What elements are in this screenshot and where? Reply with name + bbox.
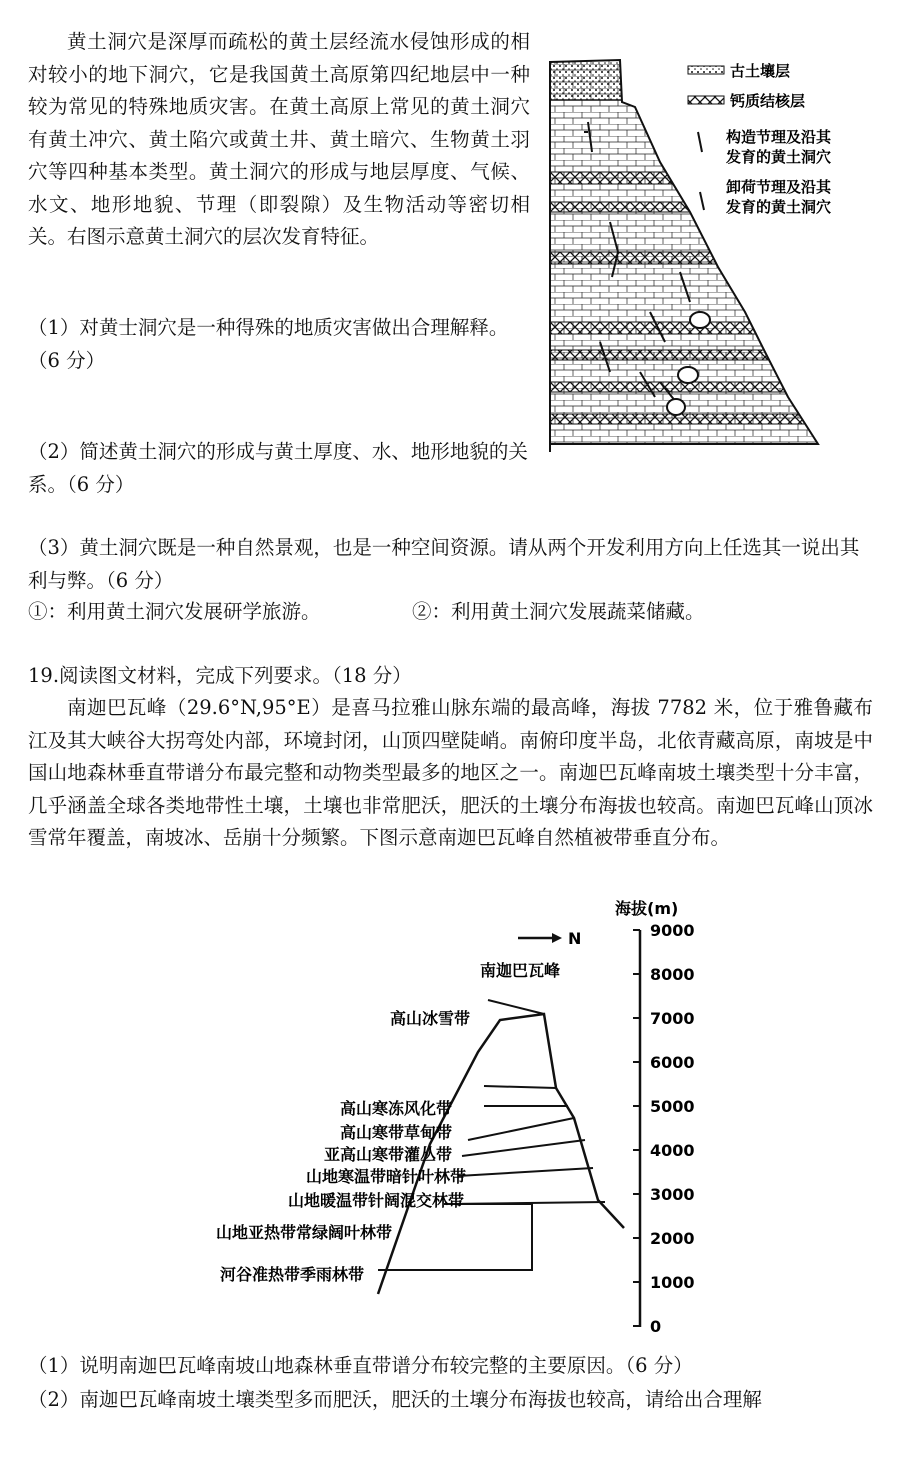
- tectonic-joint-symbol: [698, 132, 702, 152]
- question-19-2: （2）南迦巴瓦峰南坡土壤类型多而肥沃，肥沃的土壤分布海拔也较高，请给出合理解: [28, 1388, 762, 1411]
- question-19-header: 19.阅读图文材料，完成下列要求。（18 分）: [28, 664, 412, 687]
- belt-label-subalpine-shrub: 亚高山寒带灌丛带: [324, 1145, 453, 1164]
- option-2: ②：利用黄土洞穴发展蔬菜储藏。: [412, 600, 705, 623]
- tick-8000: 8000: [650, 965, 695, 984]
- tick-1000: 1000: [650, 1273, 695, 1292]
- unloading-joint-symbol: [700, 192, 704, 210]
- tick-6000: 6000: [650, 1053, 695, 1072]
- belt-label-frost-weathering: 高山寒冻风化带: [340, 1099, 453, 1118]
- tick-5000: 5000: [650, 1097, 695, 1116]
- legend-ancient-soil: 古土壤层: [730, 62, 791, 80]
- belt-label-alpine-meadow: 高山寒带草甸带: [340, 1123, 453, 1142]
- tick-4000: 4000: [650, 1141, 695, 1160]
- belt-label-mixed-forest: 山地暖温带针阔混交林带: [288, 1191, 465, 1210]
- belt-label-monsoon-rainforest: 河谷准热带季雨林带: [220, 1265, 365, 1284]
- ancient-soil-swatch: [688, 66, 724, 74]
- peak-name: 南迦巴瓦峰: [480, 961, 561, 980]
- cave-legend: [688, 62, 832, 216]
- tick-7000: 7000: [650, 1009, 695, 1028]
- question-1-2: （2）简述黄土洞穴的形成与黄土厚度、水、地形地貌的关系。（6 分）: [28, 440, 528, 496]
- question-1-1: （1）对黄士洞穴是一种得殊的地质灾害做出合理解释。（6 分）: [28, 316, 509, 372]
- belt-label-ice-snow: 高山冰雪带: [390, 1009, 471, 1028]
- question-1-3: （3）黄土洞穴既是一种自然景观，也是一种空间资源。请从两个开发利用方向上任选其一说出其利与弊。（6 分）: [28, 536, 860, 592]
- tick-3000: 3000: [650, 1185, 695, 1204]
- north-label: N: [568, 929, 582, 948]
- legend-unloading-1: 卸荷节理及沿其: [726, 178, 832, 196]
- north-arrow: [518, 929, 581, 948]
- tick-9000: 9000: [650, 921, 695, 940]
- legend-tectonic-2: 发育的黄土洞穴: [726, 148, 832, 166]
- tick-0: 0: [650, 1317, 662, 1336]
- legend-unloading-2: 发育的黄土洞穴: [726, 198, 832, 216]
- calcium-layer-swatch: [688, 96, 724, 104]
- belt-label-evergreen-broadleaf: 山地亚热带常绿阔叶林带: [216, 1223, 393, 1242]
- axis-title: 海拔(m): [615, 899, 679, 918]
- loess-cave-diagram: [540, 52, 880, 462]
- tick-2000: 2000: [650, 1229, 695, 1248]
- option-1: ①：利用黄土洞穴发展研学旅游。: [28, 600, 321, 623]
- question-19-1: （1）说明南迦巴瓦峰南坡山地森林垂直带谱分布较完整的主要原因。（6 分）: [28, 1354, 693, 1377]
- vegetation-belt-chart: [200, 892, 720, 1342]
- legend-calcium-layer: 钙质结核层: [730, 92, 806, 110]
- namcha-barwa-intro: 南迦巴瓦峰（29.6°N,95°E）是喜马拉雅山脉东端的最高峰，海拔 7782 米，位于雅鲁藏布江及其大峡谷大拐弯处内部，环境封闭，山顶四壁陡峭。南俯印度半岛，北依青藏高原，南坡是中国山地森林垂直带谱分布最完整和动物类型最多的地区之一。南迦巴瓦峰南坡土壤类型十分丰富，几乎涵盖全球各类地带性土壤，土壤也非常肥沃，肥沃的土壤分布海拔也较高。南迦巴瓦峰山顶冰雪常年覆盖，南坡冰、岳崩十分频繁。下图示意南迦巴瓦峰自然植被带垂直分布。: [28, 696, 873, 849]
- loess-cave-intro: 黄土洞穴是深厚而疏松的黄土层经流水侵蚀形成的相对较小的地下洞穴，它是我国黄土高原第四纪地层中一种较为常见的特殊地质灾害。在黄土高原上常见的黄土洞穴有黄土冲穴、黄土陷穴或黄土井、黄土暗穴、生物黄土羽穴等四种基本类型。黄土洞穴的形成与地层厚度、气候、水文、地形地貌、节理（即裂隙）及生物活动等密切相关。右图示意黄土洞穴的层次发育特征。: [28, 30, 530, 248]
- cliff-profile: [550, 60, 820, 452]
- belt-label-dark-conifer: 山地寒温带暗针叶林带: [306, 1167, 467, 1186]
- legend-tectonic-1: 构造节理及沿其: [726, 128, 832, 146]
